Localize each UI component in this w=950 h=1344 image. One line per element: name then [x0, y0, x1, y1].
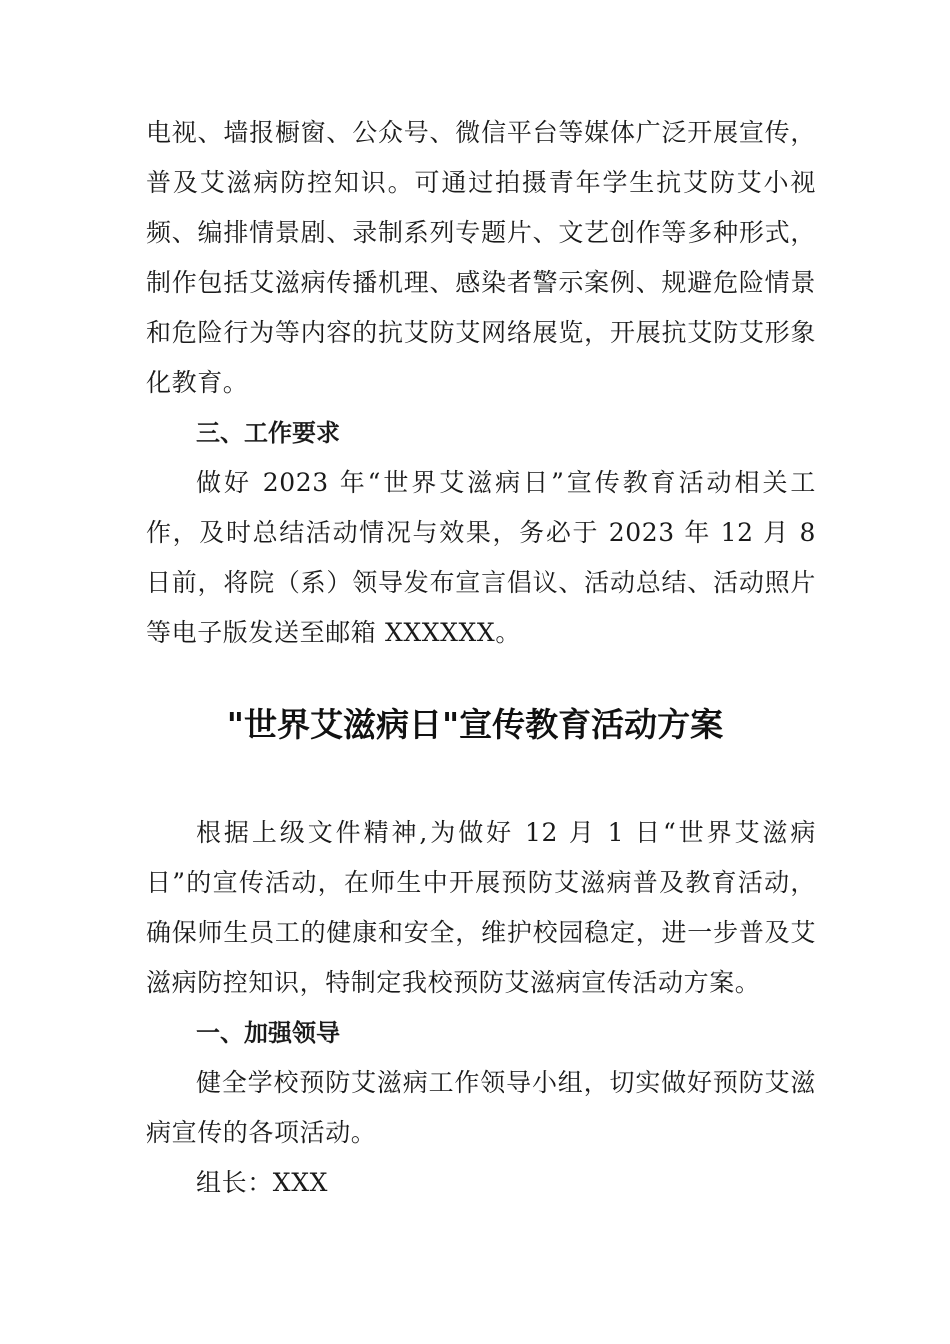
- paragraph-introduction: 根据上级文件精神,为做好 12 月 1 日“世界艾滋病日”的宣传活动，在师生中开展预防艾滋病普及教育活动，确保师生员工的健康和安全，维护校园稳定，进一步普及艾滋病防控知识，特制定我校预防艾滋病宣传活动方案。: [146, 818, 816, 997]
- leader-line: 组长：XXX: [196, 1168, 328, 1197]
- paragraph-work-requirements: 做好 2023 年“世界艾滋病日”宣传教育活动相关工作，及时总结活动情况与效果，务必于 2023 年 12 月 8 日前，将院（系）领导发布宣言倡议、活动总结、活动照片等电子版发送至邮箱 XXXXXX。: [146, 468, 816, 647]
- section-heading-leadership: 一、加强领导: [196, 1019, 340, 1047]
- section-heading-work-requirements: 三、工作要求: [196, 419, 340, 447]
- paragraph-leadership-group: 健全学校预防艾滋病工作领导小组，切实做好预防艾滋病宣传的各项活动。: [146, 1068, 816, 1147]
- document-title: "世界艾滋病日"宣传教育活动方案: [226, 705, 724, 744]
- paragraph-publicity-media: 电视、墙报橱窗、公众号、微信平台等媒体广泛开展宣传，普及艾滋病防控知识。可通过拍摄青年学生抗艾防艾小视频、编排情景剧、录制系列专题片、文艺创作等多种形式，制作包括艾滋病传播机理、感染者警示案例、规避危险情景和危险行为等内容的抗艾防艾网络展览，开展抗艾防艾形象化教育。: [146, 118, 816, 397]
